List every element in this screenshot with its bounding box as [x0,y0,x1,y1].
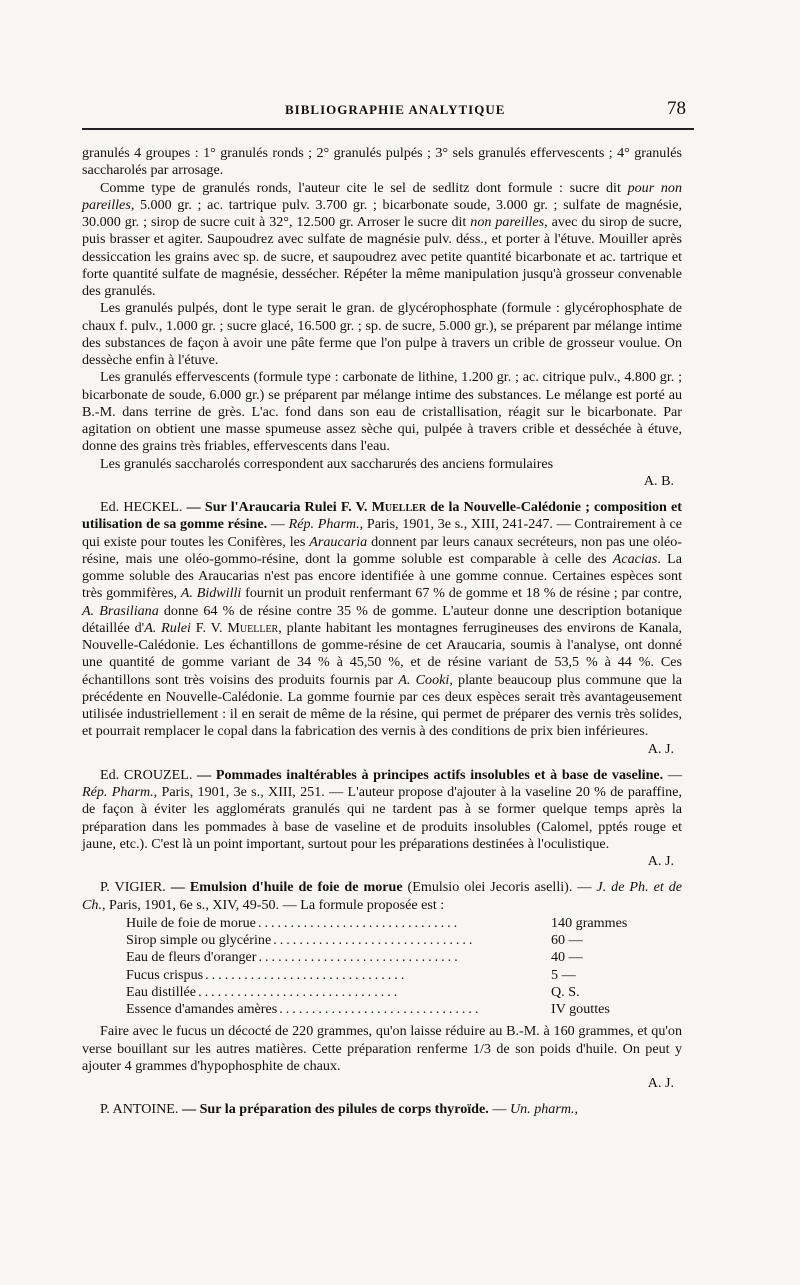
author-vigier: P. VIGIER. [100,879,166,896]
signature-ab: A. B. [643,472,674,489]
entry-crouzel: Ed. CROUZEL. — Pommades inaltérables à principes actifs insolubles et à base de vaseline. — Rép. Pharm., Paris, 1901, 3e s., XIII, 251. — L'auteur propose d'ajouter à la vaseline 20 % de paraffine, de façon à éviter les agglomérats granulés qui ne tardent pas à se former quelque temps après la préparation dans les pommades à base de vaseline et de produits insolubles (Calomel, pptés rouge et jaune, etc.). C'est là un point important, surtout pour les préparations destinées à l'oculistique. [82,766,682,852]
signature-aj-3: A. J. [647,1075,674,1091]
entry-vigier: P. VIGIER. — Emulsion d'huile de foie de morue (Emulsio olei Jecoris aselli). — J. de Ph. et de Ch., Paris, 1901, 6e s., XIV, 49-50. — La formule proposée est : [82,879,683,913]
author-crouzel: Ed. CROUZEL. [100,766,193,783]
running-header [82,98,692,128]
paragraph-granules-effervescents: Les granulés effervescents (formule type : carbonate de lithine, 1.200 gr. ; ac. citrique pulv., 4.800 gr. ; bicarbonate de soude, 6.000 gr.) se préparent par mélange intime des substances. Le mélange est porté au B.-M. dans terrine de grès. L'ac. fond dans son eau de cristallisation, réagit sur le bicarbonate. Par agitation on obtient une masse spumeuse assez sèche qui, pulpée à travers crible et desséchée à étuve, donne des grains très friables, effervescents dans l'eau. [82,369,682,455]
recipe-row: Huile de foie de morue ............................... 140 grammes [126,914,628,931]
recipe-row: Fucus crispus ............................... 5 — [126,966,576,983]
header-rule [82,128,694,130]
signature-aj-1: A. J. [647,740,674,757]
article-body [82,145,682,1119]
paragraph-vigier-method: Faire avec le fucus un décocté de 220 grammes, qu'on laisse réduire au B.-M. à 160 grammes, et qu'on verse bouillant sur les autres matières. Cette préparation renferme 1/3 de son poids d'huile. On peut y ajouter 4 grammes d'hypophosphite de chaux. [82,1023,682,1074]
paragraph-granules-ronds: Comme type de granulés ronds, l'auteur cite le sel de sedlitz dont formule : sucre dit pour non pareilles, 5.000 gr. ; ac. tartrique pulv. 3.700 gr. ; bicarbonate soude, 3.000 gr. ; sulfate de magnésie, 30.000 gr. ; sirop de sucre cuit à 32°, 12.500 gr. Arroser le sucre dit non pareilles, avec du sirop de sucre, puis brasser et agiter. Saupoudrez avec sulfate de magnésie pulv. déss., et porter à l'étuve. Mouiller après dessiccation les grains avec sp. de sucre, et saupoudrez avec petite quantité bicarbonate et ac. tartrique et forte quantité sulfate de magnésie, dessécher. Répéter la même manipulation jusqu'à grosseur convenable des granulés. [82,179,682,299]
recipe-table [126,915,656,1019]
running-title: BIBLIOGRAPHIE ANALYTIQUE [285,102,506,117]
recipe-row: Eau de fleurs d'oranger ............................... 40 — [126,949,583,966]
recipe-row: Sirop simple ou glycérine ............................... 60 — [126,932,583,948]
paragraph-granules-saccharoles: Les granulés saccharolés correspondent aux saccharurés des anciens formulaires [100,455,554,472]
entry-heckel: Ed. HECKEL. — Sur l'Araucaria Rulei F. V. Mueller de la Nouvelle-Calédonie ; composition et utilisation de sa gomme résine. — Rép. Pharm., Paris, 1901, 3e s., XIII, 241-247. — Contrairement à ce qui existe pour toutes les Conifères, les Araucaria donnent par leurs canaux secréteurs, non pas une oléo-résine, mais une oléo-gommo-résine, dont la gomme soluble est comparable à celle des Acacias. La gomme soluble des Araucarias n'est pas encore identifiée à une gomme connue. Certaines espèces sont très gommifères, A. Bidwilli fournit un produit renfermant 67 % de gomme et 18 % de résine ; par contre, A. Brasiliana donne 64 % de résine contre 35 % de gomme. L'auteur donne une description botanique détaillée d'A. Rulei F. V. Mueller, plante habitant les montagnes ferrugineuses des environs de Kanala, Nouvelle-Calédonie. Les échantillons de gomme-résine de cet Araucaria, soumis à l'analyse, ont donné une quantité de gomme variant de 34 % à 45,50 %, et de résine variant de 53,5 % à 44 %. Ces échantillons sont très voisins des produits fournis par A. Cooki, plante beaucoup plus commune que la précédente en Nouvelle-Calédonie. La gomme fournie par ces deux espèces serait très avantageusement utilisée industriellement : il en serait de même de la résine, qui permet de préparer des vernis très solides, et pourrait remplacer le copal dans la fabrication des vernis à des conditions de prix bien inférieures. [82,499,682,740]
signature-aj-2: A. J. [647,853,674,869]
entry-antoine: P. ANTOINE. — Sur la préparation des pilules de corps thyroïde. — Un. pharm., [100,1101,579,1118]
recipe-row: Eau distillée ............................... Q. S. [126,983,580,1000]
page-number: 78 [667,98,686,119]
paragraph-granules-groups: granulés 4 groupes : 1° granulés ronds ; 2° granulés pulpés ; 3° sels granulés effervescents ; 4° granulés saccharolés par arrosage. [82,145,682,179]
author-heckel: Ed. HECKEL. [100,499,183,515]
author-antoine: P. ANTOINE. [100,1101,179,1118]
recipe-row: Essence d'amandes amères ............................... IV gouttes [126,1001,610,1017]
paragraph-granules-pulpes: Les granulés pulpés, dont le type serait le gran. de glycérophosphate (formule : glycérophosphate de chaux f. pulv., 1.000 gr. ; sucre glacé, 16.500 gr. ; sp. de sucre, 5.000 gr.), se préparent par mélange intime des substances de façon à avoir une pâte ferme que l'on pulpe à travers un crible de grosseur voulue. On dessèche enfin à l'étuve. [82,300,682,368]
